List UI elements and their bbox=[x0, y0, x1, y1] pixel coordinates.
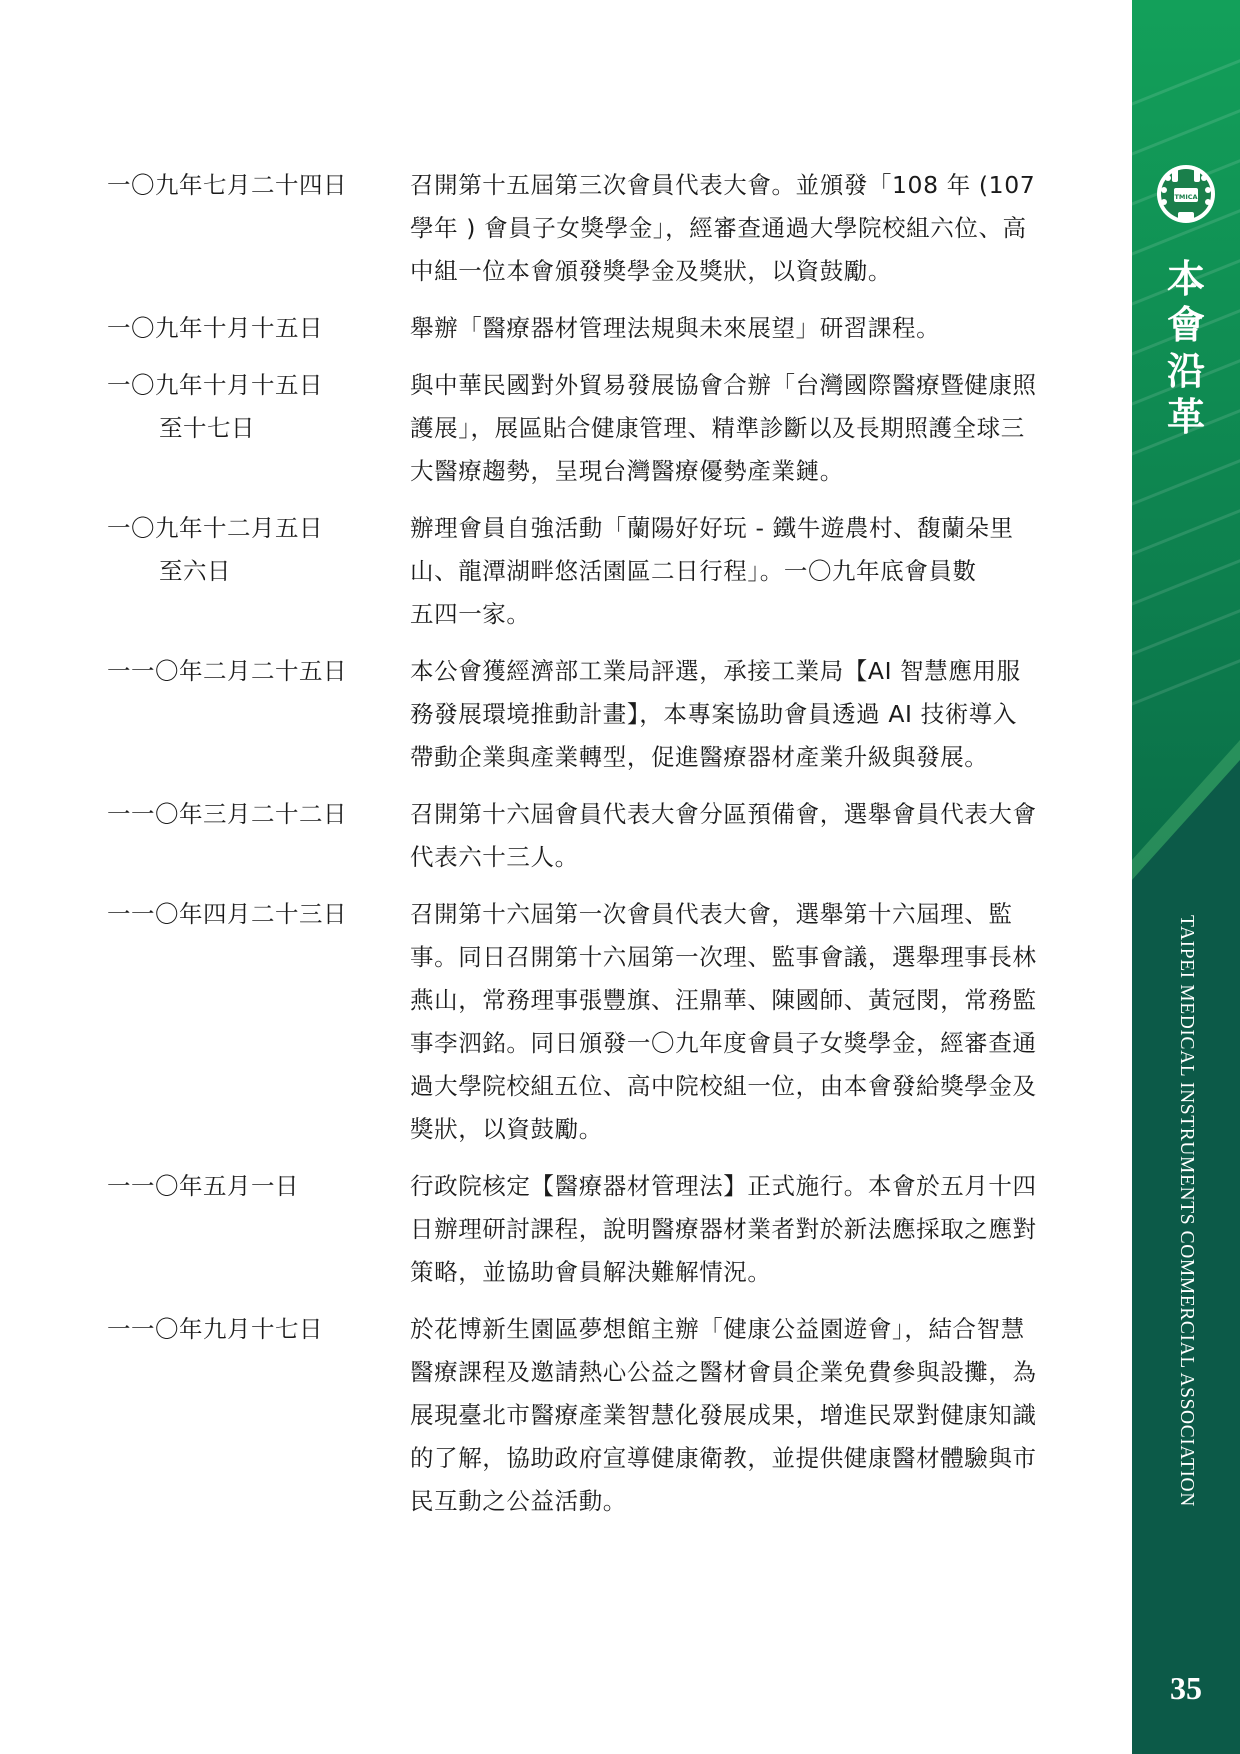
entry-date-line: 至十七日 bbox=[159, 414, 255, 442]
entry-description-line: 辦理會員自強活動「蘭陽好好玩 - 鐵牛遊農村、馥蘭朵里 bbox=[410, 514, 1014, 542]
entry-date bbox=[107, 793, 410, 879]
entry-description-line: 山、龍潭湖畔悠活園區二日行程」。一〇九年底會員數 bbox=[410, 557, 977, 585]
entry-description-line: 召開第十五屆第三次會員代表大會。並頒發「108 年 (107 bbox=[410, 171, 1036, 199]
entry-description-line: 中組一位本會頒發獎學金及獎狀，以資鼓勵。 bbox=[410, 257, 892, 285]
timeline-entry bbox=[107, 364, 1075, 493]
timeline-entry bbox=[107, 1308, 1075, 1523]
entry-description bbox=[410, 307, 1075, 350]
entry-date bbox=[107, 1165, 410, 1294]
entry-date-line: 一〇九年十月十五日 bbox=[107, 371, 323, 399]
entry-date bbox=[107, 507, 410, 636]
page-number: 35 bbox=[1170, 1670, 1202, 1706]
timeline-entry bbox=[107, 650, 1075, 779]
timeline-entry bbox=[107, 164, 1075, 293]
timeline-entry bbox=[107, 507, 1075, 636]
timeline-entry bbox=[107, 307, 1075, 350]
entry-description bbox=[410, 650, 1075, 779]
entry-description-line: 五四一家。 bbox=[410, 600, 531, 628]
entry-date-line: 一一〇年九月十七日 bbox=[107, 1315, 323, 1343]
entry-description-line: 本公會獲經濟部工業局評選，承接工業局【AI 智慧應用服 bbox=[410, 657, 1021, 685]
entry-description bbox=[410, 364, 1075, 493]
association-english-name: TAIPEI MEDICAL INSTRUMENTS COMMERCIAL ASSOCIATION bbox=[1176, 915, 1197, 1507]
entry-description bbox=[410, 507, 1075, 636]
timeline-entry bbox=[107, 793, 1075, 879]
entry-date bbox=[107, 650, 410, 779]
chapter-title-char: 會 bbox=[1166, 302, 1205, 347]
entry-description-line: 民互動之公益活動。 bbox=[410, 1487, 627, 1515]
chapter-title-char: 本 bbox=[1166, 256, 1205, 301]
entry-description bbox=[410, 893, 1075, 1151]
entry-date-line: 一一〇年三月二十二日 bbox=[107, 800, 347, 828]
entry-description-line: 事。同日召開第十六屆第一次理、監事會議，選舉理事長林 bbox=[410, 943, 1037, 971]
entry-date bbox=[107, 307, 410, 350]
entry-description-line: 代表六十三人。 bbox=[410, 843, 579, 871]
entry-date bbox=[107, 164, 410, 293]
entry-description-line: 舉辦「醫療器材管理法規與未來展望」研習課程。 bbox=[410, 314, 941, 342]
entry-description-line: 召開第十六屆第一次會員代表大會，選舉第十六屆理、監 bbox=[410, 900, 1013, 928]
entry-description-line: 日辦理研討課程，說明醫療器材業者對於新法應採取之應對 bbox=[410, 1215, 1037, 1243]
entry-description bbox=[410, 1165, 1075, 1294]
entry-description-line: 策略，並協助會員解決難解情況。 bbox=[410, 1258, 772, 1286]
entry-description-line: 行政院核定【醫療器材管理法】正式施行。本會於五月十四 bbox=[410, 1172, 1037, 1200]
timeline-entry bbox=[107, 1165, 1075, 1294]
entry-description-line: 護展」，展區貼合健康管理、精準診斷以及長期照護全球三 bbox=[410, 414, 1025, 442]
entry-date-line: 一一〇年五月一日 bbox=[107, 1172, 299, 1200]
entry-date bbox=[107, 1308, 410, 1523]
entry-date bbox=[107, 893, 410, 1151]
entry-date-line: 一〇九年七月二十四日 bbox=[107, 171, 347, 199]
entry-description-line: 的了解，協助政府宣導健康衛教，並提供健康醫材體驗與市 bbox=[410, 1444, 1037, 1472]
entry-date-line: 一一〇年二月二十五日 bbox=[107, 657, 347, 685]
entry-date-line: 一一〇年四月二十三日 bbox=[107, 900, 347, 928]
entry-description-line: 燕山，常務理事張豐旗、汪鼎華、陳國師、黃冠閔，常務監 bbox=[410, 986, 1037, 1014]
chapter-sidebar bbox=[1132, 0, 1240, 1754]
entry-date-line: 一〇九年十月十五日 bbox=[107, 314, 323, 342]
entry-description-line: 獎狀，以資鼓勵。 bbox=[410, 1115, 603, 1143]
entry-description-line: 事李泗銘。同日頒發一〇九年度會員子女獎學金，經審查通 bbox=[410, 1029, 1037, 1057]
history-timeline bbox=[107, 164, 1075, 1537]
entry-description-line: 學年 ) 會員子女獎學金」，經審查通過大學院校組六位、高 bbox=[410, 214, 1027, 242]
timeline-entry bbox=[107, 893, 1075, 1151]
entry-date-line: 至六日 bbox=[159, 557, 231, 585]
logo-text: TMICA bbox=[1174, 193, 1198, 201]
chapter-title-char: 沿 bbox=[1166, 348, 1205, 393]
entry-description bbox=[410, 164, 1075, 293]
chapter-title bbox=[1132, 256, 1240, 440]
entry-description bbox=[410, 793, 1075, 879]
entry-description-line: 與中華民國對外貿易發展協會合辦「台灣國際醫療暨健康照 bbox=[410, 371, 1037, 399]
entry-description bbox=[410, 1308, 1075, 1523]
chapter-title-char: 革 bbox=[1166, 394, 1205, 439]
association-logo-icon bbox=[1154, 160, 1218, 232]
entry-date bbox=[107, 364, 410, 493]
entry-description-line: 過大學院校組五位、高中院校組一位，由本會發給獎學金及 bbox=[410, 1072, 1037, 1100]
entry-description-line: 帶動企業與產業轉型，促進醫療器材產業升級與發展。 bbox=[410, 743, 989, 771]
entry-description-line: 大醫療趨勢，呈現台灣醫療優勢產業鏈。 bbox=[410, 457, 844, 485]
entry-date-line: 一〇九年十二月五日 bbox=[107, 514, 323, 542]
entry-description-line: 展現臺北市醫療產業智慧化發展成果，增進民眾對健康知識 bbox=[410, 1401, 1037, 1429]
entry-description-line: 於花博新生園區夢想館主辦「健康公益園遊會」，結合智慧 bbox=[410, 1315, 1025, 1343]
entry-description-line: 醫療課程及邀請熱心公益之醫材會員企業免費參與設攤，為 bbox=[410, 1358, 1037, 1386]
sidebar-stripe-pattern bbox=[1132, 0, 1240, 880]
entry-description-line: 召開第十六屆會員代表大會分區預備會，選舉會員代表大會 bbox=[410, 800, 1037, 828]
entry-description-line: 務發展環境推動計畫】，本專案協助會員透過 AI 技術導入 bbox=[410, 700, 1017, 728]
